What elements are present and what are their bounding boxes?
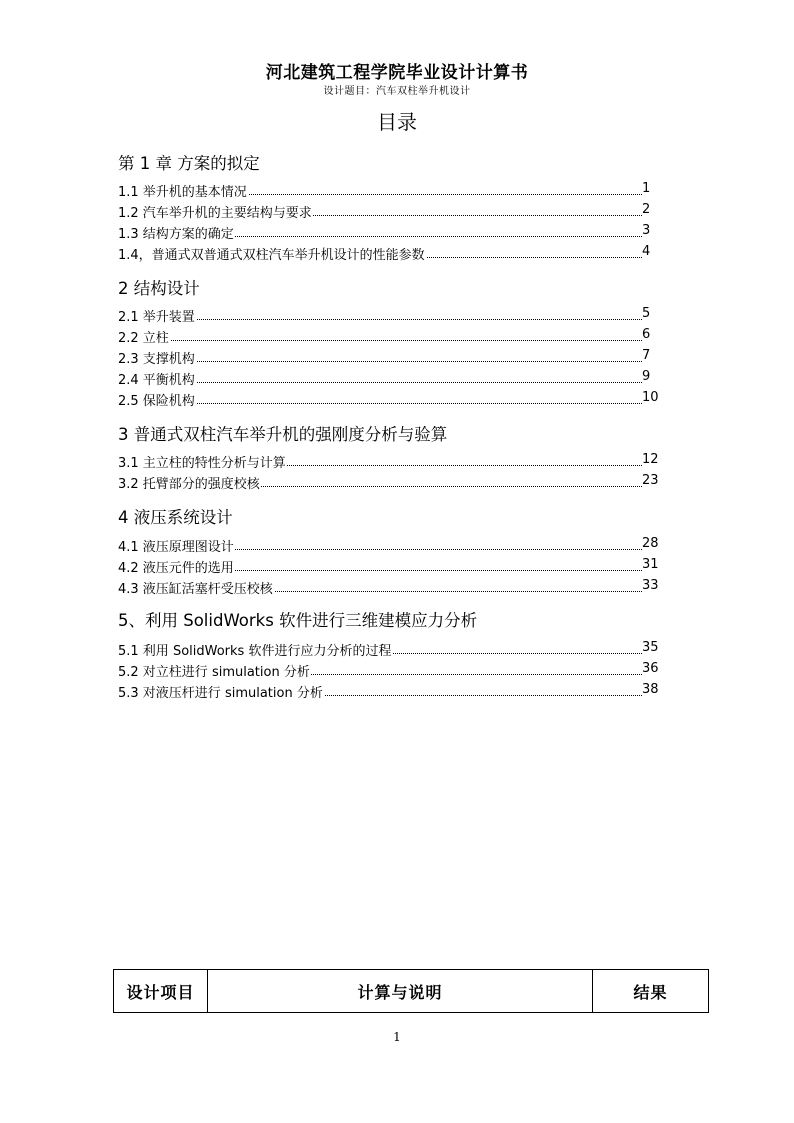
toc-entry-page: 1 (642, 181, 668, 196)
toc-entry-label: 5.3 对液压杆进行 simulation 分析 (118, 682, 324, 701)
toc-entry-page: 38 (642, 682, 668, 697)
toc-entry-label: 1.1 举升机的基本情况 (118, 181, 248, 200)
toc-entry-label: 2.4 平衡机构 (118, 369, 196, 388)
toc-chapter-2: 2 结构设计 (118, 279, 200, 298)
toc-entry[interactable] (118, 369, 668, 389)
toc-entry-page: 7 (642, 348, 668, 363)
toc-entry[interactable] (118, 348, 668, 368)
toc-entry-page: 23 (642, 473, 668, 488)
toc-entry-page: 12 (642, 452, 668, 467)
dot-leader (118, 340, 642, 341)
toc-entry-label: 2.5 保险机构 (118, 390, 196, 409)
toc-entry[interactable] (118, 223, 668, 243)
document-title: 河北建筑工程学院毕业设计计算书 (265, 63, 529, 83)
toc-entry-page: 36 (642, 661, 668, 676)
toc-entry-label: 4.2 液压元件的选用 (118, 557, 235, 576)
toc-entry-page: 33 (642, 578, 668, 593)
toc-entry-label: 2.1 举升装置 (118, 306, 196, 325)
toc-entry-page: 2 (642, 202, 668, 217)
design-topic: 设计题目：汽车双柱举升机设计 (323, 86, 471, 97)
toc-title: 目录 (377, 110, 417, 134)
toc-entry[interactable] (118, 557, 668, 577)
toc-entry[interactable] (118, 452, 668, 472)
toc-entry[interactable] (118, 661, 668, 681)
toc-chapter-4: 4 液压系统设计 (118, 508, 233, 527)
page-number: 1 (393, 1030, 401, 1044)
toc-entry-page: 6 (642, 327, 668, 342)
toc-entry-label: 2.3 支撑机构 (118, 348, 196, 367)
toc-entry-page: 10 (642, 390, 668, 405)
toc-entry-page: 28 (642, 536, 668, 551)
toc-entry[interactable] (118, 536, 668, 556)
toc-entry[interactable] (118, 306, 668, 326)
toc-entry-label: 3.1 主立柱的特性分析与计算 (118, 452, 287, 471)
toc-chapter-3: 3 普通式双柱汽车举升机的强刚度分析与验算 (118, 425, 448, 444)
toc-entry-page: 31 (642, 557, 668, 572)
toc-entry[interactable] (118, 202, 668, 222)
toc-entry-page: 9 (642, 369, 668, 384)
toc-entry-label: 1.3 结构方案的确定 (118, 223, 235, 242)
dot-leader (118, 319, 642, 320)
dot-leader (118, 361, 642, 362)
toc-entry-page: 35 (642, 640, 668, 655)
toc-chapter-1: 第 1 章 方案的拟定 (118, 154, 260, 173)
toc-entry[interactable] (118, 244, 668, 264)
design-item-header: 设计项目 (114, 970, 208, 1013)
toc-entry-label: 4.3 液压缸活塞杆受压校核 (118, 578, 274, 597)
result-header: 结果 (593, 970, 709, 1013)
toc-entry-label: 5.1 利用 SolidWorks 软件进行应力分析的过程 (118, 640, 392, 659)
dot-leader (118, 382, 642, 383)
dot-leader (118, 403, 642, 404)
toc-entry[interactable] (118, 390, 668, 410)
table-row (114, 970, 709, 1013)
toc-entry[interactable] (118, 682, 668, 702)
toc-entry[interactable] (118, 181, 668, 201)
toc-entry-label: 5.2 对立柱进行 simulation 分析 (118, 661, 311, 680)
toc-entry-page: 5 (642, 306, 668, 321)
toc-entry[interactable] (118, 473, 668, 493)
toc-entry-label: 2.2 立柱 (118, 327, 170, 346)
toc-entry-label: 1.4，普通式双普通式双柱汽车举升机设计的性能参数 (118, 244, 426, 263)
calculation-table-header (113, 969, 709, 1013)
toc-chapter-5: 5、利用 SolidWorks 软件进行三维建模应力分析 (118, 611, 478, 630)
toc-entry-label: 4.1 液压原理图设计 (118, 536, 235, 555)
toc-entry[interactable] (118, 327, 668, 347)
calculation-header: 计算与说明 (208, 970, 593, 1013)
toc-entry[interactable] (118, 578, 668, 598)
toc-entry-page: 3 (642, 223, 668, 238)
toc-entry-page: 4 (642, 244, 668, 259)
toc-entry[interactable] (118, 640, 668, 660)
toc-entry-label: 3.2 托臂部分的强度校核 (118, 473, 261, 492)
toc-entry-label: 1.2 汽车举升机的主要结构与要求 (118, 202, 313, 221)
